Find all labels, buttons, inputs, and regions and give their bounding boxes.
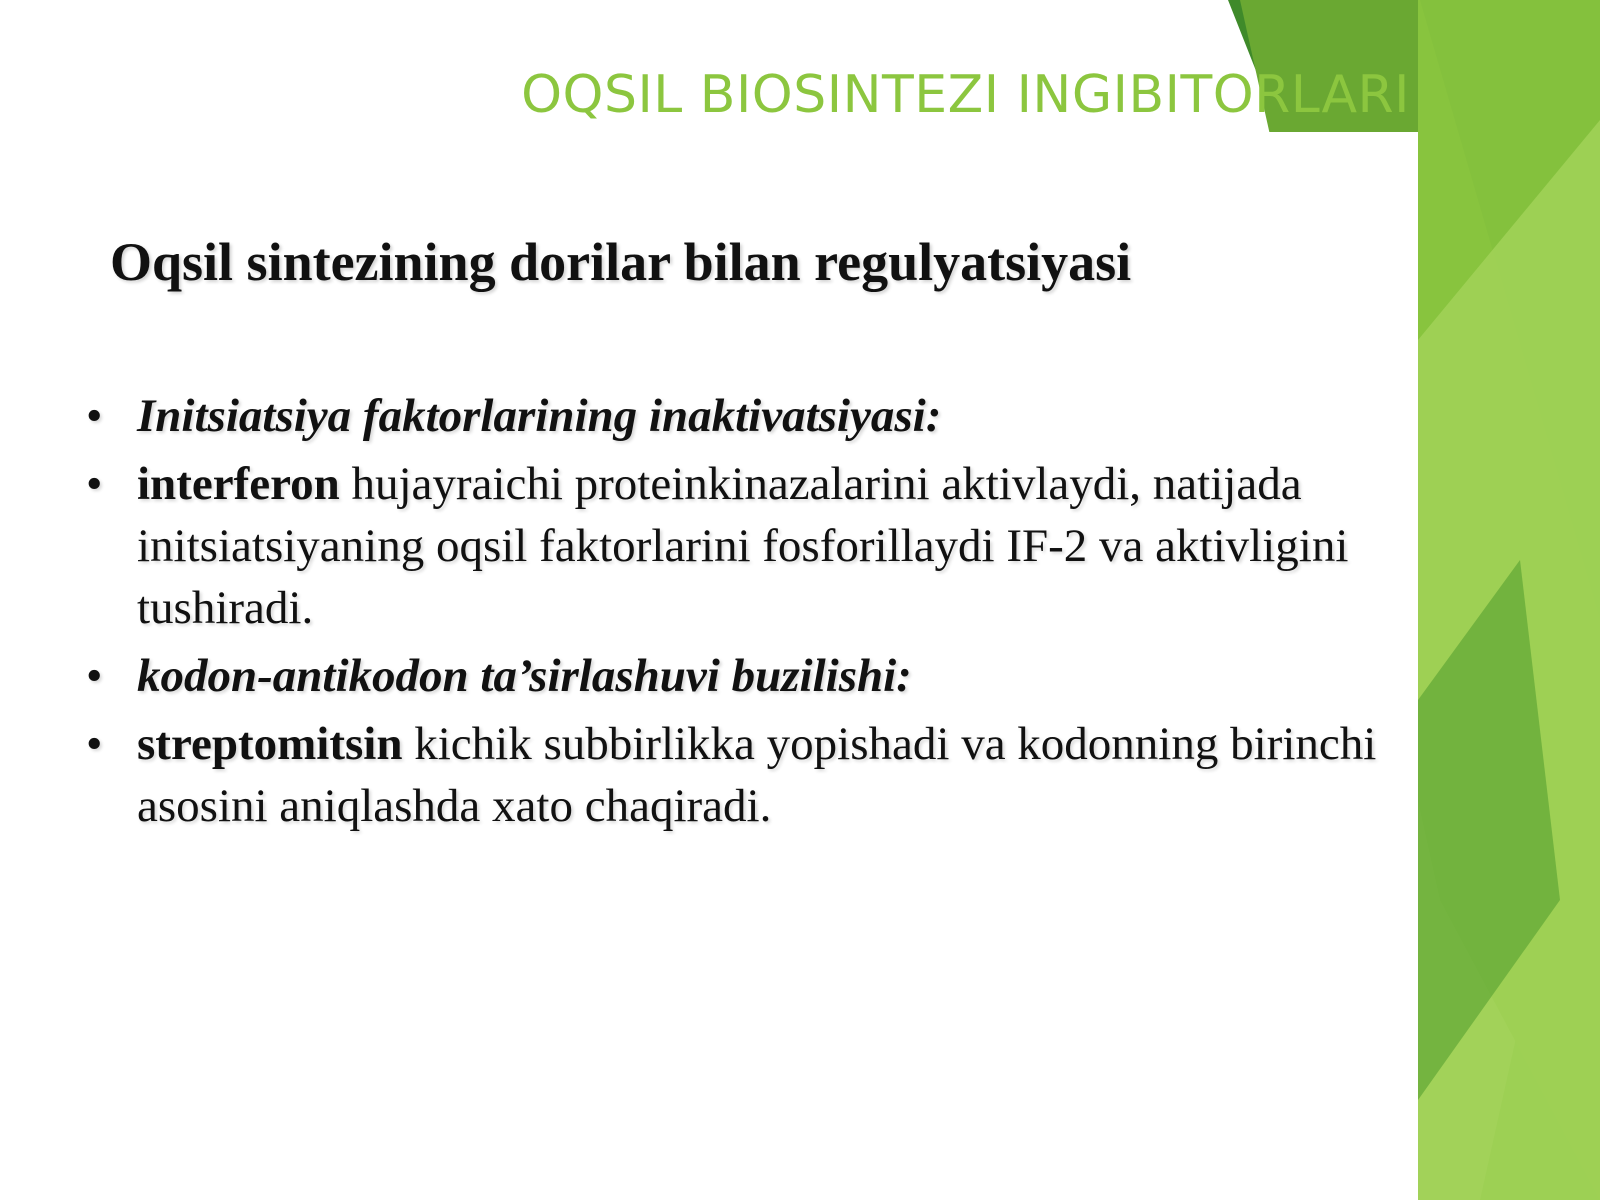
bullet-marker: • — [86, 650, 103, 702]
bullet-item — [80, 453, 1380, 639]
bullet-list — [80, 385, 1380, 843]
slide-subtitle: Oqsil sintezining dorilar bilan regulyatsiyasi — [110, 232, 1132, 292]
bullet-item — [80, 713, 1380, 837]
bullet-item — [80, 385, 1380, 447]
bullet-term: streptomitsin — [137, 718, 403, 770]
bullet-heading: kodon-antikodon ta’sirlashuvi buzilishi: — [137, 650, 912, 702]
bullet-text: hujayraichi proteinkinazalarini aktivlaydi, natijada initsiatsiyaning oqsil faktorlarini fosforillaydi IF-2 va aktivligini tushiradi. — [137, 458, 1349, 634]
bullet-marker: • — [86, 718, 103, 770]
slide-title: OQSIL BIOSINTEZI INGIBITORLARI — [521, 65, 1410, 125]
bullet-heading: Initsiatsiya faktorlarining inaktivatsiyasi: — [137, 390, 942, 442]
bullet-text: kichik subbirlikka yopishadi va kodonning birinchi asosini aniqlashda xato chaqiradi. — [137, 718, 1377, 832]
bullet-marker: • — [86, 390, 103, 442]
bullet-marker: • — [86, 458, 103, 510]
bullet-item — [80, 645, 1380, 707]
bullet-term: interferon — [137, 458, 340, 510]
